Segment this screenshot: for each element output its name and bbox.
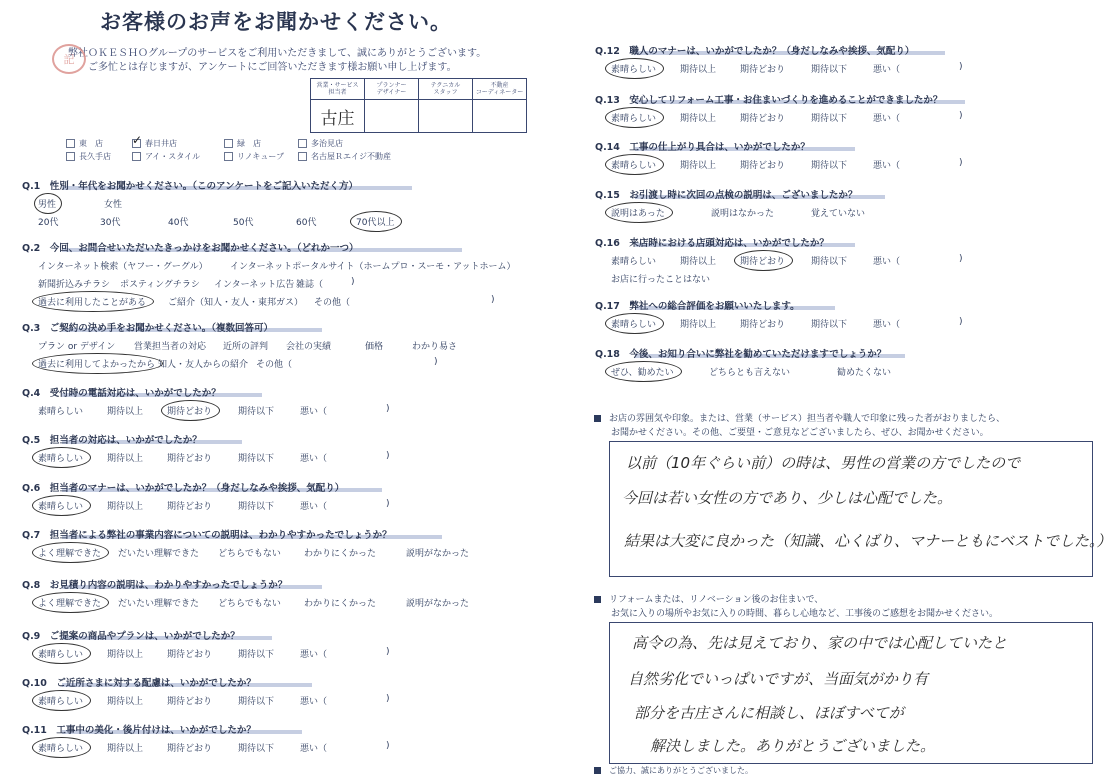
store-option[interactable]: 名古屋Ｒエイジ不動産 bbox=[298, 151, 391, 162]
page-title: お客様のお声をお聞かせください。 bbox=[100, 10, 452, 34]
answer-option[interactable]: 50代 bbox=[233, 218, 254, 228]
question-title: Q.11 工事中の美化・後片付けは、いかがでしたか？ bbox=[22, 725, 256, 736]
answer-option[interactable]: 悪い（ bbox=[873, 65, 901, 75]
checkbox-store-0[interactable] bbox=[66, 139, 75, 148]
answer-option[interactable]: 勧めたくない bbox=[837, 368, 892, 378]
answer-option[interactable]: 素晴らしい bbox=[611, 65, 657, 75]
answer-option: ) bbox=[959, 62, 963, 72]
answer-option[interactable]: 覚えていない bbox=[811, 209, 866, 219]
comment-1-line: 今回は若い女性の方であり、少しは心配でした。 bbox=[622, 489, 953, 507]
answer-option[interactable]: わかりにくかった bbox=[304, 599, 377, 609]
intro-line-2: ご多忙とは存じますが、アンケートにご回答いただきます様お願い申し上げます。 bbox=[88, 62, 457, 73]
question-title: Q.17 弊社への総合評価をお願いいたします。 bbox=[595, 301, 800, 312]
answer-option[interactable]: 近所の評判 bbox=[223, 342, 269, 352]
comment-1-line: 結果は大変に良かった（知識、心くばり、マナーともにベストでした。） bbox=[624, 532, 1112, 550]
question-title: Q.18 今後、お知り合いに弊社を勧めていただけますでしょうか？ bbox=[595, 349, 887, 360]
answer-option[interactable]: 素晴らしい bbox=[611, 320, 657, 330]
answer-option[interactable]: 雑誌（ bbox=[296, 280, 324, 290]
answer-option[interactable]: 悪い（ bbox=[300, 502, 328, 512]
store-option[interactable]: 多治見店 bbox=[298, 138, 343, 149]
answer-option: ) bbox=[386, 499, 390, 509]
selection-circle bbox=[32, 737, 91, 758]
answer-option[interactable]: よく理解できた bbox=[38, 599, 102, 609]
question-title: Q.16 来店時における店頭対応は、いかがでしたか？ bbox=[595, 238, 829, 249]
answer-option[interactable]: 悪い（ bbox=[300, 454, 328, 464]
staff-value-planner bbox=[365, 100, 419, 133]
answer-option[interactable]: 期待どおり bbox=[167, 744, 213, 754]
selection-circle bbox=[161, 400, 220, 421]
staff-table bbox=[310, 78, 527, 133]
selection-circle bbox=[734, 250, 793, 271]
answer-option[interactable]: 期待以上 bbox=[107, 454, 144, 464]
answer-option[interactable]: 期待以下 bbox=[238, 454, 275, 464]
store-option[interactable]: アイ・スタイル bbox=[132, 151, 200, 162]
question-title: Q.9 ご提案の商品やプランは、いかがでしたか？ bbox=[22, 631, 240, 642]
footer-thanks: ご協力、誠にありがとうございました。 bbox=[594, 765, 753, 776]
answer-option[interactable]: 悪い（ bbox=[300, 744, 328, 754]
answer-option[interactable]: 期待どおり bbox=[740, 257, 786, 267]
comment-2-line: 解決しました。ありがとうございました。 bbox=[650, 737, 936, 755]
selection-circle bbox=[34, 193, 62, 214]
answer-option[interactable]: 期待以下 bbox=[238, 407, 275, 417]
square-bullet-icon bbox=[594, 415, 601, 422]
answer-option[interactable]: 期待どおり bbox=[167, 407, 213, 417]
answer-option[interactable]: わかりにくかった bbox=[304, 549, 377, 559]
answer-option: ) bbox=[351, 277, 355, 287]
checkbox-store-4[interactable] bbox=[66, 152, 75, 161]
checkbox-store-7[interactable] bbox=[298, 152, 307, 161]
answer-option[interactable]: 女性 bbox=[104, 200, 123, 210]
answer-option: ) bbox=[959, 317, 963, 327]
answer-option: ) bbox=[959, 254, 963, 264]
checkbox-store-3[interactable] bbox=[298, 139, 307, 148]
answer-option[interactable]: 期待以下 bbox=[811, 257, 848, 267]
answer-option: ) bbox=[386, 694, 390, 704]
answer-option[interactable]: 期待どおり bbox=[740, 65, 786, 75]
staff-value-sales: 古庄 bbox=[311, 100, 365, 133]
selection-circle bbox=[32, 495, 91, 516]
answer-option[interactable]: 期待以下 bbox=[238, 650, 275, 660]
store-option[interactable]: 緑 店 bbox=[224, 138, 261, 149]
answer-option[interactable]: 悪い（ bbox=[873, 320, 901, 330]
answer-option[interactable]: 悪い（ bbox=[873, 114, 901, 124]
question-title: Q.14 工事の仕上がり具合は、いかがでしたか？ bbox=[595, 142, 810, 153]
answer-option[interactable]: 期待どおり bbox=[167, 650, 213, 660]
answer-option[interactable]: 過去に利用したことがある bbox=[38, 298, 147, 308]
answer-option[interactable]: 会社の実績 bbox=[286, 342, 332, 352]
selection-circle bbox=[605, 58, 664, 79]
answer-option[interactable]: 素晴らしい bbox=[38, 407, 84, 417]
selection-circle bbox=[605, 154, 664, 175]
question-title: Q.15 お引渡し時に次回の点検の説明は、ございましたか？ bbox=[595, 190, 858, 201]
answer-option: ) bbox=[386, 404, 390, 414]
answer-option: ) bbox=[386, 451, 390, 461]
answer-option[interactable]: どちらとも言えない bbox=[709, 368, 791, 378]
comment-1-label-2: お聞かせください。その他、ご要望・ご意見などございましたら、ぜひ、お聞かせください。 bbox=[611, 428, 989, 438]
staff-header-planner: プランナー デザイナー bbox=[365, 79, 419, 100]
selection-circle bbox=[605, 107, 664, 128]
answer-option[interactable]: 期待以上 bbox=[680, 114, 717, 124]
staff-value-technical bbox=[419, 100, 473, 133]
question-title: Q.12 職人のマナーは、いかがでしたか？（身だしなみや挨拶、気配り） bbox=[595, 46, 915, 57]
answer-option[interactable]: 期待以上 bbox=[107, 650, 144, 660]
answer-option[interactable]: 期待以下 bbox=[811, 65, 848, 75]
staff-header-technical: テクニカル スタッフ bbox=[419, 79, 473, 100]
staff-header-realestate: 不動産 コーディネーター bbox=[473, 79, 527, 100]
answer-option[interactable]: 価格 bbox=[365, 342, 384, 352]
selection-circle bbox=[32, 643, 91, 664]
question-title: Q.2 今回、お問合せいただいたきっかけをお聞かせください。（どれか一つ） bbox=[22, 243, 359, 254]
comment-1-label: お店の雰囲気や印象。または、営業（サービス）担当者や職人で印象に残った者がおりましたら、 bbox=[594, 411, 1005, 424]
answer-option[interactable]: その他（ bbox=[314, 298, 351, 308]
checkbox-store-5[interactable] bbox=[132, 152, 141, 161]
answer-option[interactable]: 期待以上 bbox=[680, 161, 717, 171]
answer-option: ) bbox=[386, 647, 390, 657]
question-title: Q.6 担当者のマナーは、いかがでしたか？（身だしなみや挨拶、気配り） bbox=[22, 483, 345, 494]
answer-option[interactable]: 素晴らしい bbox=[38, 502, 84, 512]
selection-circle bbox=[605, 361, 682, 382]
answer-option[interactable]: 期待以上 bbox=[107, 502, 144, 512]
answer-option[interactable]: 素晴らしい bbox=[38, 650, 84, 660]
staff-header-sales: 営業・サービス 担当者 bbox=[311, 79, 365, 100]
checkbox-store-1[interactable] bbox=[132, 139, 141, 148]
store-option[interactable]: リノキューブ bbox=[224, 151, 284, 162]
comment-2-line: 部分を古庄さんに相談し、ほぼすべてが bbox=[634, 704, 904, 722]
staff-value-realestate bbox=[473, 100, 527, 133]
answer-option[interactable]: 男性 bbox=[38, 200, 57, 210]
answer-option[interactable]: お店に行ったことはない bbox=[611, 275, 711, 285]
selection-circle bbox=[350, 211, 402, 232]
selection-circle bbox=[32, 291, 154, 312]
answer-option[interactable]: 期待どおり bbox=[167, 697, 213, 707]
answer-option[interactable]: 70代以上 bbox=[356, 218, 395, 228]
answer-option[interactable]: 期待どおり bbox=[167, 502, 213, 512]
answer-option[interactable]: ポスティングチラシ bbox=[120, 280, 200, 290]
square-bullet-icon bbox=[594, 596, 601, 603]
answer-option[interactable]: だいたい理解できた bbox=[118, 599, 200, 609]
answer-option[interactable]: 説明はあった bbox=[611, 209, 665, 219]
answer-option[interactable]: 悪い（ bbox=[873, 161, 901, 171]
answer-option[interactable]: 期待以下 bbox=[811, 114, 848, 124]
selection-circle bbox=[605, 313, 664, 334]
answer-option[interactable]: 悪い（ bbox=[300, 650, 328, 660]
answer-option[interactable]: わかり易さ bbox=[412, 342, 458, 352]
selection-circle bbox=[32, 542, 109, 563]
answer-option[interactable]: 期待以上 bbox=[680, 257, 717, 267]
answer-option[interactable]: 期待以下 bbox=[238, 697, 275, 707]
answer-option[interactable]: 20代 bbox=[38, 218, 59, 228]
comment-2-line: 高令の為、先は見えており、家の中では心配していたと bbox=[632, 634, 1008, 652]
store-option[interactable]: 長久手店 bbox=[66, 151, 111, 162]
answer-option[interactable]: 説明はなかった bbox=[711, 209, 775, 219]
answer-option[interactable]: プラン or デザイン bbox=[38, 342, 116, 352]
comment-2-line: 自然劣化でいっぱいですが、当面気がかり有 bbox=[628, 670, 929, 688]
answer-option[interactable]: 期待どおり bbox=[167, 454, 213, 464]
answer-option: ) bbox=[959, 158, 963, 168]
answer-option[interactable]: 期待以下 bbox=[811, 161, 848, 171]
answer-option[interactable]: 60代 bbox=[296, 218, 317, 228]
answer-option: ) bbox=[434, 357, 438, 367]
answer-option[interactable]: 説明がなかった bbox=[406, 599, 470, 609]
answer-option[interactable]: 素晴らしい bbox=[611, 114, 657, 124]
answer-option[interactable]: だいたい理解できた bbox=[118, 549, 200, 559]
answer-option[interactable]: 期待どおり bbox=[740, 320, 786, 330]
answer-option[interactable]: 知人・友人からの紹介 bbox=[158, 360, 249, 370]
answer-option[interactable]: 新聞折込みチラシ bbox=[38, 280, 111, 290]
comment-2-label-2: お気に入りの場所やお気に入りの時間、暮らし心地など、工事後のご感想をお聞かせください。 bbox=[611, 609, 999, 619]
checkbox-store-6[interactable] bbox=[224, 152, 233, 161]
answer-option[interactable]: 悪い（ bbox=[300, 407, 328, 417]
store-checklist bbox=[66, 138, 426, 164]
answer-option[interactable]: インターネット広告 bbox=[214, 280, 295, 290]
checkbox-store-2[interactable] bbox=[224, 139, 233, 148]
question-title: Q.13 安心してリフォーム工事・お住まいづくりを進めることができましたか？ bbox=[595, 95, 943, 106]
selection-circle bbox=[32, 447, 91, 468]
question-title: Q.1 性別・年代をお聞かせください。（このアンケートをご記入いただく方） bbox=[22, 181, 358, 192]
answer-option: ) bbox=[491, 295, 495, 305]
answer-option[interactable]: 悪い（ bbox=[873, 257, 901, 267]
answer-option[interactable]: 期待以下 bbox=[238, 502, 275, 512]
answer-option[interactable]: 悪い（ bbox=[300, 697, 328, 707]
answer-option[interactable]: 営業担当者の対応 bbox=[134, 342, 207, 352]
answer-option[interactable]: その他（ bbox=[256, 360, 293, 370]
comment-2-label: リフォームまたは、リノベーション後のお住まいで、 bbox=[594, 592, 823, 605]
answer-option[interactable]: 期待以上 bbox=[680, 65, 717, 75]
answer-option[interactable]: 期待以上 bbox=[107, 407, 144, 417]
store-option[interactable]: 東 店 bbox=[66, 138, 103, 149]
answer-option[interactable]: よく理解できた bbox=[38, 549, 102, 559]
answer-option[interactable]: 30代 bbox=[100, 218, 121, 228]
answer-option[interactable]: どちらでもない bbox=[218, 549, 281, 559]
answer-option[interactable]: 素晴らしい bbox=[38, 744, 84, 754]
answer-option[interactable]: 期待以上 bbox=[107, 744, 144, 754]
answer-option[interactable]: 40代 bbox=[168, 218, 189, 228]
answer-option[interactable]: 期待どおり bbox=[740, 114, 786, 124]
question-title: Q.7 担当者による弊社の事業内容についての説明は、わかりやすかったでしょうか？ bbox=[22, 530, 392, 541]
answer-option[interactable]: 期待以上 bbox=[680, 320, 717, 330]
answer-option[interactable]: 期待以下 bbox=[811, 320, 848, 330]
answer-option[interactable]: 素晴らしい bbox=[611, 161, 657, 171]
selection-circle bbox=[32, 353, 163, 374]
square-bullet-icon bbox=[594, 767, 601, 774]
answer-option[interactable]: 素晴らしい bbox=[38, 454, 84, 464]
answer-option[interactable]: 期待以下 bbox=[238, 744, 275, 754]
answer-option[interactable]: 素晴らしい bbox=[611, 257, 657, 267]
selection-circle bbox=[32, 690, 91, 711]
answer-option: ) bbox=[959, 111, 963, 121]
intro-line-1: 弊社ＯＫＥＳＨＯグループのサービスをご利用いただきまして、誠にありがとうございます。 bbox=[68, 48, 487, 59]
answer-option: ) bbox=[386, 741, 390, 751]
answer-option[interactable]: インターネット検索（ヤフー・グーグル） bbox=[38, 262, 208, 272]
answer-option[interactable]: 期待どおり bbox=[740, 161, 786, 171]
answer-option[interactable]: 説明がなかった bbox=[406, 549, 470, 559]
answer-option[interactable]: 期待以上 bbox=[107, 697, 144, 707]
question-title: Q.4 受付時の電話対応は、いかがでしたか？ bbox=[22, 388, 221, 399]
selection-circle bbox=[32, 592, 109, 613]
answer-option[interactable]: どちらでもない bbox=[218, 599, 281, 609]
answer-option[interactable]: インターネットポータルサイト（ホームプロ・スーモ・アットホーム） bbox=[230, 262, 516, 272]
answer-option[interactable]: ご紹介（知人・友人・東邦ガス） bbox=[168, 298, 304, 308]
question-title: Q.8 お見積り内容の説明は、わかりやすかったでしょうか？ bbox=[22, 580, 288, 591]
answer-option[interactable]: ぜひ、勧めたい bbox=[611, 368, 674, 378]
question-title: Q.10 ご近所さまに対する配慮は、いかがでしたか？ bbox=[22, 678, 256, 689]
answer-option[interactable]: 過去に利用してよかったから bbox=[38, 360, 156, 370]
store-option[interactable]: ✓ 春日井店 bbox=[132, 138, 177, 149]
stamp-seal: 記 bbox=[52, 44, 86, 74]
answer-option[interactable]: 素晴らしい bbox=[38, 697, 84, 707]
question-title: Q.3 ご契約の決め手をお聞かせください。（複数回答可） bbox=[22, 323, 274, 334]
question-title: Q.5 担当者の対応は、いかがでしたか？ bbox=[22, 435, 202, 446]
selection-circle bbox=[605, 202, 673, 223]
comment-1-line: 以前（10年ぐらい前）の時は、男性の営業の方でしたので bbox=[626, 454, 1021, 472]
